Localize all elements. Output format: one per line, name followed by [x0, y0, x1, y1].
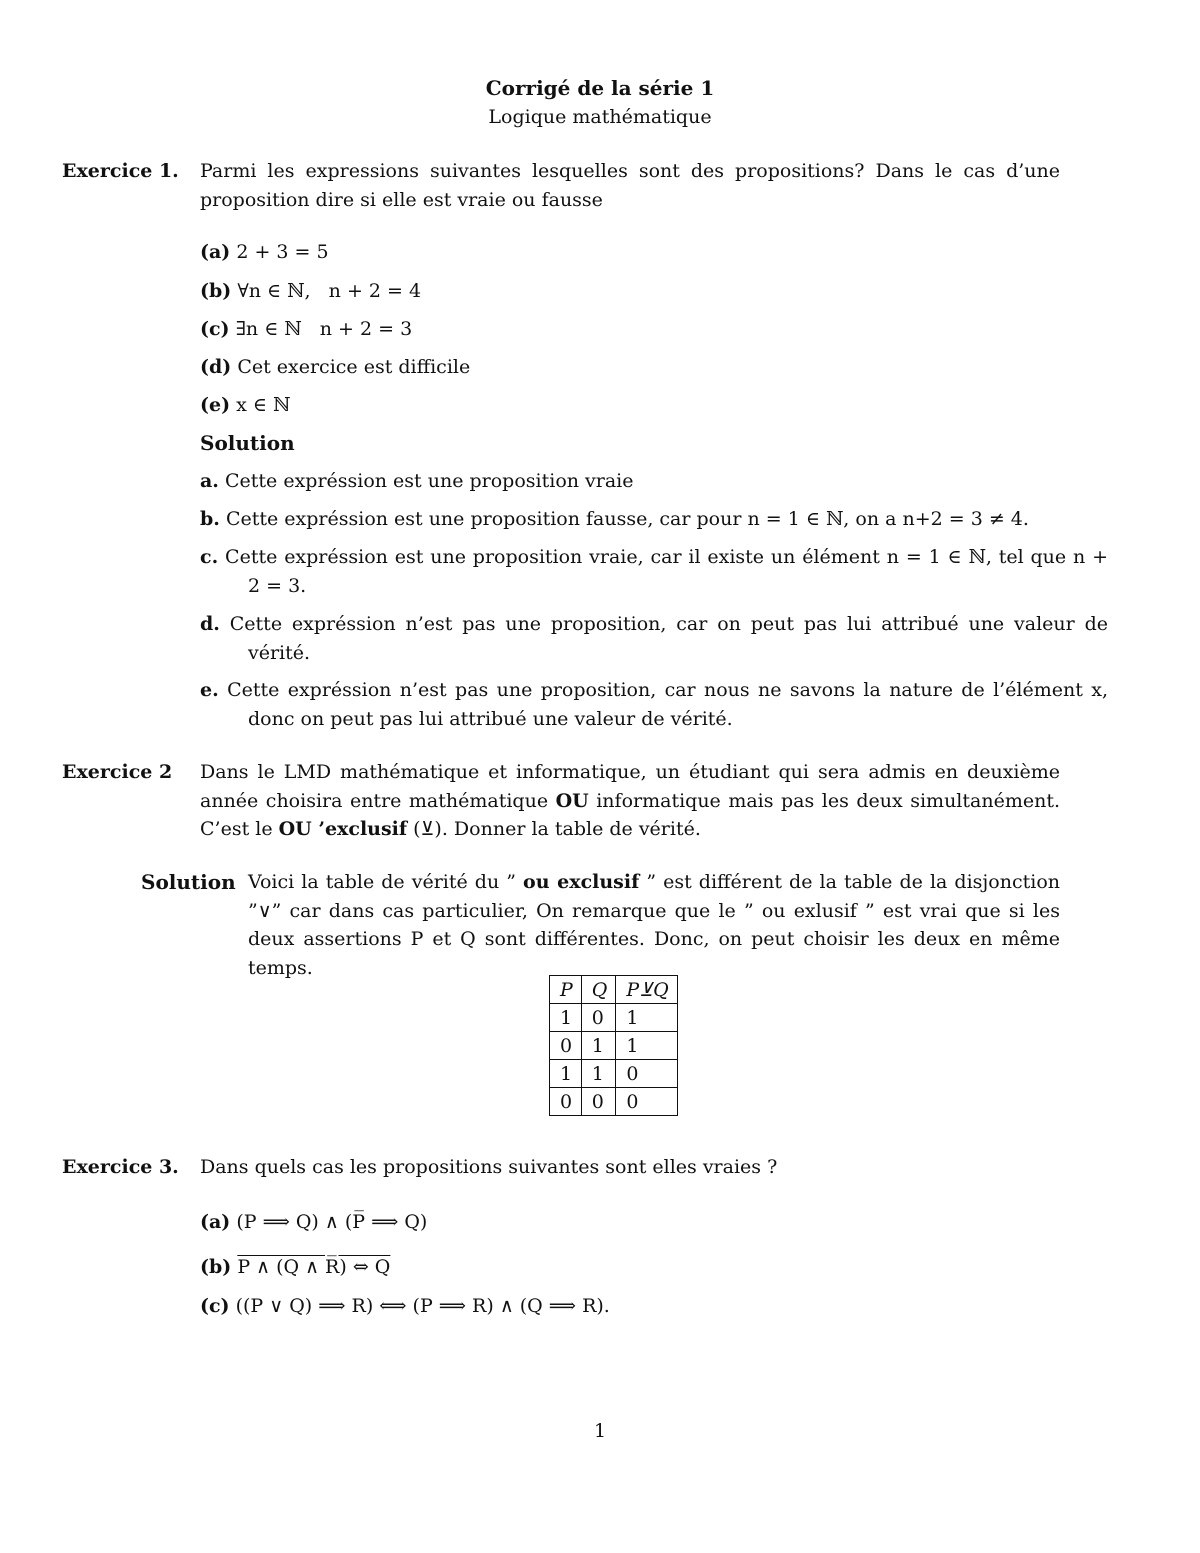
exercise-1-label: Exercice 1. [62, 160, 179, 182]
table-cell: 1 [616, 1032, 677, 1060]
ex1-solution-b [200, 505, 1060, 534]
item-label: (b) [200, 1256, 232, 1278]
ex2-ou: OU [555, 789, 589, 812]
item-label: (c) [200, 1295, 230, 1317]
ex1-item-c [200, 315, 412, 343]
ex2-text-3: (⊻). Donner la table de vérité. [407, 818, 701, 840]
item-formula: ((P ∨ Q) ⟹ R) ⟺ (P ⟹ R) ∧ (Q ⟹ R). [235, 1295, 610, 1317]
exercise-3-text: Dans quels cas les propositions suivantes sont elles vraies ? [200, 1156, 778, 1178]
item-formula: P ∧ (Q ∧ R̅) ⇔ Q [237, 1256, 391, 1278]
solution-label: c. [200, 546, 219, 568]
table-row [550, 1032, 678, 1060]
ex3-item-c [200, 1292, 610, 1320]
ex2-text-1: Dans le LMD mathématique et informatique, un étudiant qui sera admis en deuxième année choisira entre mathématique [200, 761, 1060, 812]
ex2-solution-text [248, 868, 1060, 982]
solution-text: Cette expréssion est une proposition vraie [224, 470, 634, 492]
table-cell: 0 [581, 1088, 616, 1116]
table-cell: 0 [550, 1032, 582, 1060]
solution-label: b. [200, 508, 220, 530]
table-cell: 1 [581, 1060, 616, 1088]
exercise-2-text [200, 758, 1060, 844]
solution-label: e. [200, 679, 219, 701]
ex1-item-d [200, 353, 470, 381]
ex1-item-a [200, 238, 329, 266]
table-cell: 1 [550, 1004, 582, 1032]
ex2-ou-exclusif: OU ’exclusif [278, 818, 408, 840]
header-p: P [550, 976, 582, 1004]
solution-label: a. [200, 470, 219, 492]
solution-label: d. [200, 613, 220, 635]
ex1-solution-c [200, 543, 1108, 600]
truth-table-header [550, 976, 678, 1004]
table-cell: 0 [550, 1088, 582, 1116]
item-text: ∀n ∈ ℕ, n + 2 = 4 [237, 280, 422, 302]
table-cell: 1 [616, 1004, 677, 1032]
ex1-solution-d [200, 610, 1108, 667]
item-text: 2 + 3 = 5 [236, 241, 329, 263]
page-subtitle: Logique mathématique [488, 106, 712, 128]
ex2-sol-text-1: Voici la table de vérité du ” [248, 871, 524, 893]
solution-text: Cette expréssion est une proposition vraie, car il existe un élément n = 1 ∈ ℕ, tel que n + 2 = 3. [225, 546, 1108, 597]
exercise-1-text: Parmi les expressions suivantes lesquelles sont des propositions? Dans le cas d’une proposition dire si elle est vraie ou fausse [200, 160, 1060, 211]
table-cell: 0 [616, 1060, 677, 1088]
exercise-2-label: Exercice 2 [62, 761, 173, 783]
table-cell: 0 [616, 1088, 677, 1116]
ex2-solution-heading: Solution [141, 870, 236, 894]
solution-text: Cette expréssion n’est pas une proposition, car nous ne savons la nature de l’élément x, donc on peut pas lui attribué une valeur de vérité. [227, 679, 1108, 730]
ex1-item-e [200, 391, 290, 419]
item-label: (c) [200, 318, 230, 340]
table-cell: 0 [581, 1004, 616, 1032]
item-text: Cet exercice est difficile [237, 356, 471, 378]
ex1-item-b [200, 277, 421, 305]
item-label: (e) [200, 394, 231, 416]
truth-table [549, 975, 678, 1116]
table-cell: 1 [550, 1060, 582, 1088]
page-title: Corrigé de la série 1 [485, 76, 715, 100]
table-row [550, 1088, 678, 1116]
ex2-text-2: informatique mais pas les deux simultanément. C’est le [200, 789, 1060, 840]
item-text: ∃n ∈ ℕ n + 2 = 3 [235, 318, 413, 340]
ex3-item-a [200, 1208, 427, 1236]
page-number: 1 [593, 1420, 607, 1442]
header-q: Q [581, 976, 616, 1004]
table-cell: 1 [581, 1032, 616, 1060]
item-text: x ∈ ℕ [236, 394, 291, 416]
item-label: (a) [200, 1211, 231, 1233]
item-label: (b) [200, 280, 232, 302]
item-label: (a) [200, 241, 231, 263]
ex1-solution-heading: Solution [200, 431, 295, 455]
solution-text: Cette expréssion est une proposition fausse, car pour n = 1 ∈ ℕ, on a n+2 = 3 ≠ 4. [225, 508, 1029, 530]
item-label: (d) [200, 356, 232, 378]
ex3-item-b [200, 1253, 390, 1281]
table-row [550, 1060, 678, 1088]
ex1-solution-a [200, 467, 1060, 496]
exercise-3-label: Exercice 3. [62, 1156, 179, 1178]
item-formula: (P ⟹ Q) ∧ (P̅ ⟹ Q) [236, 1211, 428, 1233]
ex2-sol-text-2: ” est différent de la table de la disjonction ”∨” car dans cas particulier, On remarque que le ” ou exlusif ” est vrai que si les deux assertions P et Q sont différentes. Donc, on peut choisir les deux en même temps. [248, 871, 1060, 979]
table-row [550, 1004, 678, 1032]
header-p-xor-q: P⊻Q [616, 976, 677, 1004]
ex2-sol-bold: ou exclusif [523, 871, 640, 893]
solution-text: Cette expréssion n’est pas une proposition, car on peut pas lui attribué une valeur de vérité. [229, 613, 1108, 664]
ex1-solution-e [200, 676, 1108, 733]
